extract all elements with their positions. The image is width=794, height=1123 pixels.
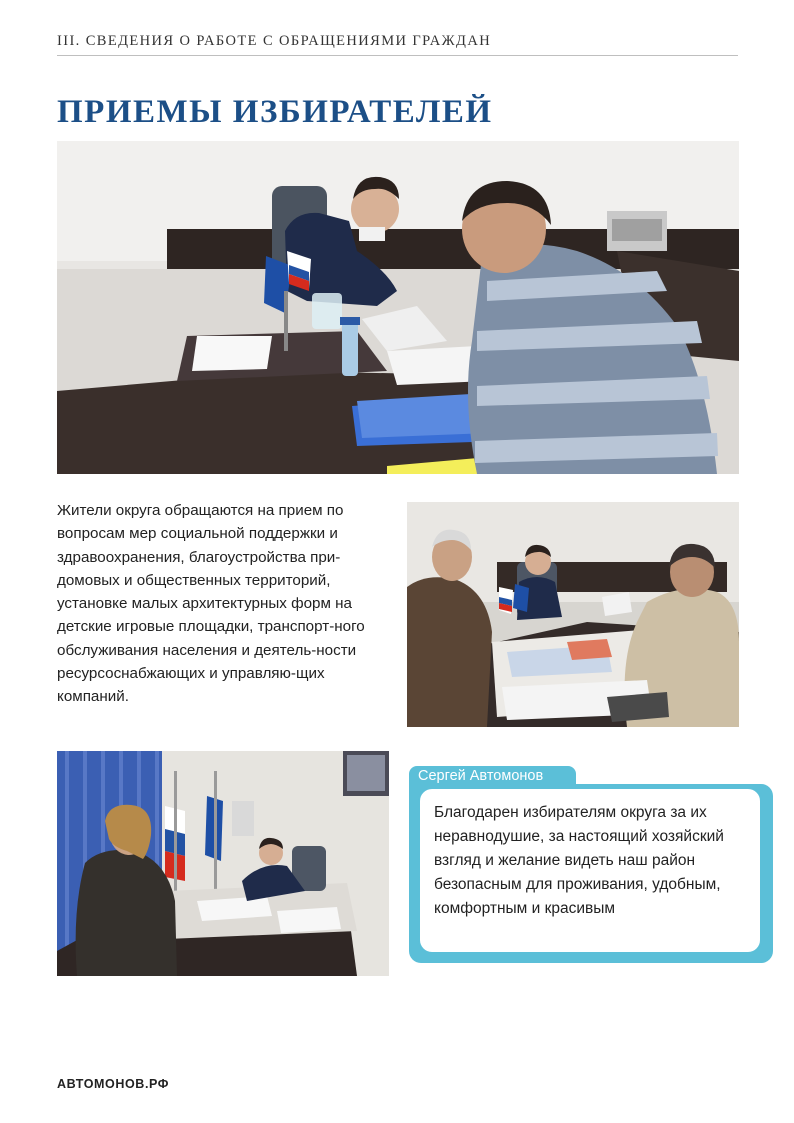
reception-photo-left	[57, 751, 389, 976]
main-reception-photo	[57, 141, 739, 474]
header-rule	[57, 33, 738, 56]
page-title: ПРИЕМЫ ИЗБИРАТЕЛЕЙ	[57, 94, 493, 130]
quote-text: Благодарен избирателям округа за их неравнодушие, за настоящий хозяйский взгляд и желание видеть наш район безопасным для проживания, удобным, комфортным и красивым	[434, 804, 724, 917]
reception-photo-right	[407, 502, 739, 727]
quote-author: Сергей Автомонов	[418, 768, 544, 784]
body-paragraph: Жители округа обращаются на прием по вопросам мер социальной поддержки и здравоохранения, благоустройства при-домовых и общественных территорий, установке малых архитектурных форм на детские игровые площадки, транспорт-ного обслуживания населения и деятель-ности ресурсоснабжающих и управляю-щих компаний.	[57, 502, 365, 706]
footer-site: АВТОМОНОВ.РФ	[57, 1077, 170, 1091]
section-title: III. СВЕДЕНИЯ О РАБОТЕ С ОБРАЩЕНИЯМИ ГРАЖДАН	[57, 33, 492, 49]
quote-author-tab	[409, 766, 576, 788]
quote-box	[418, 787, 762, 954]
